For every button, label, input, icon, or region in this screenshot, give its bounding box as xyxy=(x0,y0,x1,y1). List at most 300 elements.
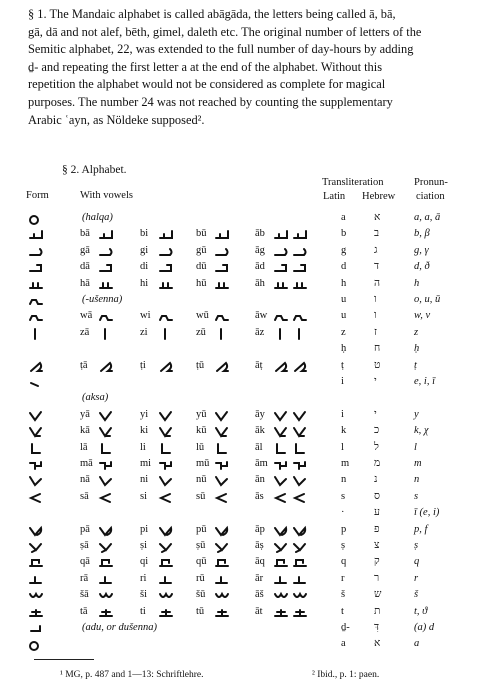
table-row xyxy=(0,507,488,524)
vowel-syllable: zi xyxy=(140,326,148,338)
pronunciation: z xyxy=(414,326,419,338)
vowel-syllable: mā xyxy=(80,458,93,469)
latin-letter: n xyxy=(341,474,347,486)
syllable-glyph-icon-wrap xyxy=(273,443,289,455)
pronunciation: q xyxy=(414,556,420,568)
syllable-glyph-icon xyxy=(273,328,289,340)
letter-form-icon-wrap xyxy=(28,574,44,586)
syllable-glyph-icon-wrap xyxy=(273,229,289,241)
syllable-glyph-icon xyxy=(98,590,114,602)
syllable-glyph-icon xyxy=(98,361,114,373)
syllable-glyph-icon-wrap xyxy=(158,311,174,323)
pronunciation: ṭ xyxy=(414,359,417,371)
vowel-group-label: (-ušenna) xyxy=(82,294,123,305)
vowel-syllable: li xyxy=(140,441,146,453)
pronunciation: e, i, ī xyxy=(414,376,435,387)
hebrew-letter: ב xyxy=(374,228,380,240)
letter-form-icon xyxy=(28,262,44,274)
footnote-1: ¹ MG, p. 487 and 1—13: Schriftlehre. xyxy=(60,670,204,680)
syllable-glyph-icon xyxy=(158,557,174,569)
vowel-syllable: qū xyxy=(196,556,207,568)
final-form-icon xyxy=(292,410,308,422)
hebrew-letter: ל xyxy=(374,441,379,453)
table-row xyxy=(0,425,488,442)
hebrew-letter: ס xyxy=(374,490,380,502)
letter-form-icon xyxy=(28,443,44,455)
hebrew-letter: ק xyxy=(374,556,380,568)
syllable-glyph-icon-wrap xyxy=(214,541,230,553)
latin-letter: ṭ xyxy=(341,359,344,371)
vowel-syllable: kū xyxy=(196,425,207,437)
syllable-glyph-icon-wrap xyxy=(158,246,174,258)
hebrew-letter: ו xyxy=(374,310,377,322)
pronunciation: h xyxy=(414,277,420,289)
syllable-glyph-icon xyxy=(214,574,230,586)
letter-form-icon xyxy=(28,459,44,471)
intro-line: purposes. The number 24 was not reached by counting the supplementary xyxy=(28,94,393,109)
final-form-icon xyxy=(292,311,308,323)
vowel-syllable: zū xyxy=(196,326,206,338)
syllable-glyph-icon-wrap xyxy=(98,459,114,471)
vowel-syllable: mū xyxy=(196,458,210,469)
vowel-syllable: ās xyxy=(255,490,264,502)
syllable-glyph-icon-wrap xyxy=(273,492,289,504)
syllable-glyph-icon xyxy=(98,541,114,553)
footnote-2: ² Ibid., p. 1: paen. xyxy=(312,670,380,680)
final-form-icon xyxy=(292,361,308,373)
final-form-icon xyxy=(292,459,308,471)
syllable-glyph-icon-wrap xyxy=(98,410,114,422)
syllable-glyph-icon xyxy=(158,262,174,274)
latin-letter: š xyxy=(341,589,346,601)
syllable-glyph-icon xyxy=(273,311,289,323)
vowel-syllable: ṭā xyxy=(80,359,88,371)
syllable-glyph-icon xyxy=(214,607,230,619)
syllable-glyph-icon-wrap xyxy=(273,426,289,438)
letter-form-icon-wrap xyxy=(28,443,44,455)
pronunciation: o, u, ū xyxy=(414,294,441,305)
syllable-glyph-icon xyxy=(158,459,174,471)
vowel-syllable: bā xyxy=(80,228,90,240)
syllable-glyph-icon xyxy=(214,262,230,274)
header-pronunciation: Pronun- xyxy=(414,177,448,188)
syllable-glyph-icon xyxy=(273,607,289,619)
syllable-glyph-icon-wrap xyxy=(214,492,230,504)
vowel-syllable: si xyxy=(140,490,148,502)
table-row xyxy=(0,638,488,655)
vowel-syllable: āk xyxy=(255,425,265,437)
vowel-syllable: ṭi xyxy=(140,359,146,371)
latin-letter: a xyxy=(341,638,346,650)
vowel-syllable: ṭū xyxy=(196,359,205,371)
vowel-syllable: pā xyxy=(80,523,90,535)
vowel-syllable: bū xyxy=(196,228,207,240)
latin-letter: · xyxy=(341,507,345,519)
final-form-icon-wrap xyxy=(292,229,308,241)
table-row xyxy=(0,409,488,426)
letter-form-icon-wrap xyxy=(28,328,44,340)
vowel-syllable: hā xyxy=(80,277,90,289)
final-form-icon-wrap xyxy=(292,541,308,553)
letter-form-icon xyxy=(28,639,44,651)
hebrew-letter: ר xyxy=(374,572,380,584)
vowel-syllable: pi xyxy=(140,523,149,535)
syllable-glyph-icon xyxy=(98,607,114,619)
hebrew-letter: ז xyxy=(374,326,377,338)
pronunciation: š xyxy=(414,589,419,601)
letter-form-icon xyxy=(28,525,44,537)
syllable-glyph-icon-wrap xyxy=(158,426,174,438)
syllable-glyph-icon xyxy=(98,426,114,438)
syllable-glyph-icon xyxy=(98,229,114,241)
hebrew-letter: ג xyxy=(374,244,378,256)
intro-line: gā, dā and not alef, bēth, gimel, daleth etc. The original number of letters of the xyxy=(28,24,422,39)
header-latin: Latin xyxy=(323,191,346,202)
latin-letter: h xyxy=(341,277,347,289)
letter-form-icon-wrap xyxy=(28,279,44,291)
vowel-syllable: ām xyxy=(255,458,268,469)
latin-letter: t xyxy=(341,605,344,617)
vowel-syllable: qā xyxy=(80,556,90,568)
hebrew-letter: ע xyxy=(374,507,380,519)
letter-form-icon xyxy=(28,541,44,553)
syllable-glyph-icon xyxy=(158,574,174,586)
final-form-icon-wrap xyxy=(292,607,308,619)
syllable-glyph-icon-wrap xyxy=(98,311,114,323)
hebrew-letter: נ xyxy=(374,474,378,486)
syllable-glyph-icon xyxy=(158,328,174,340)
letter-form-icon xyxy=(28,229,44,241)
letter-form-icon-wrap xyxy=(28,377,44,389)
syllable-glyph-icon xyxy=(273,492,289,504)
letter-form-icon-wrap xyxy=(28,492,44,504)
vowel-syllable: tā xyxy=(80,605,88,617)
vowel-syllable: ti xyxy=(140,605,146,617)
table-row xyxy=(0,524,488,541)
syllable-glyph-icon-wrap xyxy=(214,229,230,241)
syllable-glyph-icon-wrap xyxy=(273,557,289,569)
syllable-glyph-icon xyxy=(273,525,289,537)
syllable-glyph-icon-wrap xyxy=(98,443,114,455)
pronunciation: b, β xyxy=(414,228,430,240)
header-pronunciation-2: ciation xyxy=(416,191,445,202)
vowel-syllable: gā xyxy=(80,244,90,256)
letter-form-icon-wrap xyxy=(28,246,44,258)
syllable-glyph-icon-wrap xyxy=(214,410,230,422)
pronunciation: p, f xyxy=(414,523,428,535)
syllable-glyph-icon-wrap xyxy=(158,541,174,553)
footnote-rule xyxy=(34,659,94,660)
letter-form-icon-wrap xyxy=(28,295,44,307)
hebrew-letter: א xyxy=(374,212,381,223)
syllable-glyph-icon-wrap xyxy=(158,525,174,537)
vowel-syllable: sū xyxy=(196,490,206,502)
vowel-syllable: ād xyxy=(255,261,265,273)
letter-form-icon-wrap xyxy=(28,459,44,471)
final-form-icon-wrap xyxy=(292,328,308,340)
syllable-glyph-icon-wrap xyxy=(214,590,230,602)
vowel-syllable: tū xyxy=(196,605,205,617)
latin-letter: d xyxy=(341,261,347,273)
letter-form-icon-wrap xyxy=(28,607,44,619)
letter-form-icon-wrap xyxy=(28,426,44,438)
pronunciation: g, γ xyxy=(414,244,429,256)
table-row xyxy=(0,278,488,295)
vowel-syllable: āw xyxy=(255,310,268,322)
vowel-group-label: (adu, or dušenna) xyxy=(82,622,157,633)
latin-letter: s xyxy=(341,490,346,502)
intro-line: Arabic ʿayn, as Nöldeke supposed². xyxy=(28,112,205,127)
syllable-glyph-icon-wrap xyxy=(273,279,289,291)
vowel-syllable: āh xyxy=(255,277,265,289)
syllable-glyph-icon-wrap xyxy=(273,410,289,422)
header-hebrew: Hebrew xyxy=(362,191,396,202)
syllable-glyph-icon-wrap xyxy=(98,607,114,619)
table-row xyxy=(0,327,488,344)
latin-letter: i xyxy=(341,408,344,420)
latin-letter: b xyxy=(341,228,347,240)
syllable-glyph-icon xyxy=(98,410,114,422)
letter-form-icon xyxy=(28,607,44,619)
table-row xyxy=(0,294,488,311)
vowel-syllable: ri xyxy=(140,572,147,584)
vowel-syllable: rū xyxy=(196,572,205,584)
latin-letter: g xyxy=(341,244,347,256)
syllable-glyph-icon xyxy=(158,361,174,373)
letter-form-icon-wrap xyxy=(28,311,44,323)
letter-form-icon xyxy=(28,361,44,373)
syllable-glyph-icon-wrap xyxy=(158,361,174,373)
syllable-glyph-icon xyxy=(98,459,114,471)
table-row xyxy=(0,491,488,508)
syllable-glyph-icon-wrap xyxy=(214,311,230,323)
table-row xyxy=(0,228,488,245)
vowel-syllable: lā xyxy=(80,441,88,453)
vowel-syllable: šū xyxy=(196,589,206,601)
letter-form-icon xyxy=(28,590,44,602)
header-transliteration: Transliteration xyxy=(322,177,384,188)
syllable-glyph-icon xyxy=(98,246,114,258)
table-row xyxy=(0,540,488,557)
vowel-syllable: pū xyxy=(196,523,207,535)
syllable-glyph-icon xyxy=(273,459,289,471)
letter-form-icon xyxy=(28,623,44,635)
intro-line: ḏ- and repeating the first letter a at the end of the alphabet. Without this xyxy=(28,59,383,74)
section-title: § 2. Alphabet. xyxy=(62,164,127,176)
vowel-group-label: (halqa) xyxy=(82,212,113,223)
final-form-icon xyxy=(292,328,308,340)
final-form-icon xyxy=(292,541,308,553)
final-form-icon-wrap xyxy=(292,525,308,537)
final-form-icon-wrap xyxy=(292,262,308,274)
syllable-glyph-icon xyxy=(273,262,289,274)
hebrew-letter: מ xyxy=(374,458,381,469)
final-form-icon-wrap xyxy=(292,361,308,373)
syllable-glyph-icon xyxy=(273,557,289,569)
vowel-syllable: yi xyxy=(140,408,149,420)
vowel-syllable: āy xyxy=(255,408,265,420)
final-form-icon xyxy=(292,443,308,455)
hebrew-letter: דִּ xyxy=(374,622,380,633)
syllable-glyph-icon-wrap xyxy=(98,525,114,537)
vowel-syllable: yū xyxy=(196,408,207,420)
syllable-glyph-icon-wrap xyxy=(98,246,114,258)
letter-form-icon xyxy=(28,492,44,504)
table-row xyxy=(0,261,488,278)
syllable-glyph-icon-wrap xyxy=(158,328,174,340)
pronunciation: m xyxy=(414,458,422,469)
syllable-glyph-icon xyxy=(98,525,114,537)
final-form-icon xyxy=(292,607,308,619)
syllable-glyph-icon-wrap xyxy=(214,328,230,340)
latin-letter: z xyxy=(341,326,346,338)
vowel-syllable: yā xyxy=(80,408,90,420)
syllable-glyph-icon-wrap xyxy=(214,246,230,258)
syllable-glyph-icon-wrap xyxy=(273,361,289,373)
letter-form-icon-wrap xyxy=(28,639,44,651)
syllable-glyph-icon-wrap xyxy=(98,492,114,504)
letter-form-icon-wrap xyxy=(28,410,44,422)
hebrew-letter: ש xyxy=(374,589,382,601)
syllable-glyph-icon xyxy=(98,262,114,274)
syllable-glyph-icon-wrap xyxy=(214,426,230,438)
final-form-icon xyxy=(292,557,308,569)
syllable-glyph-icon-wrap xyxy=(158,475,174,487)
syllable-glyph-icon-wrap xyxy=(273,262,289,274)
letter-form-icon-wrap xyxy=(28,475,44,487)
pronunciation: w, v xyxy=(414,310,431,322)
vowel-syllable: āp xyxy=(255,523,265,535)
syllable-glyph-icon xyxy=(98,574,114,586)
latin-letter: p xyxy=(341,523,347,535)
syllable-glyph-icon-wrap xyxy=(98,279,114,291)
vowel-syllable: gi xyxy=(140,244,149,256)
pronunciation: ḥ xyxy=(414,343,420,355)
syllable-glyph-icon-wrap xyxy=(158,607,174,619)
table-row xyxy=(0,442,488,459)
hebrew-letter: ט xyxy=(374,359,381,371)
syllable-glyph-icon-wrap xyxy=(158,557,174,569)
intro-line: Semitic alphabet, 22, was extended to the full number of day-hours by adding xyxy=(28,42,414,57)
letter-form-icon xyxy=(28,410,44,422)
letter-form-icon-wrap xyxy=(28,541,44,553)
syllable-glyph-icon-wrap xyxy=(158,262,174,274)
syllable-glyph-icon xyxy=(158,607,174,619)
vowel-syllable: wū xyxy=(196,310,209,322)
vowel-syllable: āṣ xyxy=(255,540,264,551)
syllable-glyph-icon-wrap xyxy=(273,246,289,258)
final-form-icon-wrap xyxy=(292,426,308,438)
syllable-glyph-icon-wrap xyxy=(98,229,114,241)
table-row xyxy=(0,622,488,639)
hebrew-letter: כ xyxy=(374,425,380,437)
syllable-glyph-icon-wrap xyxy=(158,443,174,455)
syllable-glyph-icon-wrap xyxy=(214,361,230,373)
syllable-glyph-icon xyxy=(158,279,174,291)
vowel-syllable: ki xyxy=(140,425,149,437)
final-form-icon-wrap xyxy=(292,492,308,504)
table-row xyxy=(0,245,488,262)
vowel-syllable: qi xyxy=(140,556,149,568)
vowel-syllable: bi xyxy=(140,228,149,240)
pronunciation: ṣ xyxy=(414,540,419,551)
final-form-icon-wrap xyxy=(292,590,308,602)
vowel-syllable: āz xyxy=(255,326,265,338)
vowel-syllable: ni xyxy=(140,474,149,486)
hebrew-letter: ת xyxy=(374,605,381,617)
syllable-glyph-icon-wrap xyxy=(214,475,230,487)
syllable-glyph-icon-wrap xyxy=(273,590,289,602)
table-row xyxy=(0,474,488,491)
syllable-glyph-icon-wrap xyxy=(158,279,174,291)
table-row xyxy=(0,606,488,623)
syllable-glyph-icon xyxy=(158,229,174,241)
latin-letter: r xyxy=(341,572,345,584)
syllable-glyph-icon xyxy=(158,410,174,422)
vowel-syllable: hū xyxy=(196,277,207,289)
syllable-glyph-icon xyxy=(214,311,230,323)
syllable-glyph-icon xyxy=(98,443,114,455)
final-form-icon-wrap xyxy=(292,475,308,487)
syllable-glyph-icon-wrap xyxy=(158,574,174,586)
letter-form-icon xyxy=(28,246,44,258)
hebrew-letter: ד xyxy=(374,261,380,273)
letter-form-icon-wrap xyxy=(28,262,44,274)
latin-letter: q xyxy=(341,556,347,568)
latin-letter: k xyxy=(341,425,347,437)
table-row xyxy=(0,360,488,377)
syllable-glyph-icon xyxy=(158,426,174,438)
syllable-glyph-icon xyxy=(273,246,289,258)
hebrew-letter: א xyxy=(374,638,381,650)
pronunciation: ī (e, i) xyxy=(414,507,440,519)
syllable-glyph-icon xyxy=(158,443,174,455)
vowel-syllable: dū xyxy=(196,261,207,273)
pronunciation: (a) d xyxy=(414,622,435,633)
vowel-syllable: šā xyxy=(80,589,89,601)
syllable-glyph-icon xyxy=(214,410,230,422)
syllable-glyph-icon-wrap xyxy=(98,541,114,553)
syllable-glyph-icon-wrap xyxy=(98,426,114,438)
vowel-syllable: mi xyxy=(140,458,152,469)
syllable-glyph-icon xyxy=(273,541,289,553)
syllable-glyph-icon xyxy=(98,492,114,504)
syllable-glyph-icon xyxy=(158,525,174,537)
hebrew-letter: ח xyxy=(374,343,381,355)
syllable-glyph-icon xyxy=(98,279,114,291)
table-row xyxy=(0,376,488,393)
syllable-glyph-icon-wrap xyxy=(214,574,230,586)
latin-letter: ḥ xyxy=(341,343,347,355)
syllable-glyph-icon-wrap xyxy=(98,590,114,602)
syllable-glyph-icon xyxy=(214,361,230,373)
vowel-syllable: āq xyxy=(255,556,265,568)
vowel-syllable: dā xyxy=(80,261,90,273)
final-form-icon xyxy=(292,590,308,602)
vowel-syllable: āl xyxy=(255,441,263,453)
syllable-glyph-icon-wrap xyxy=(98,361,114,373)
table-row xyxy=(0,573,488,590)
vowel-syllable: gū xyxy=(196,244,207,256)
syllable-glyph-icon-wrap xyxy=(158,492,174,504)
syllable-glyph-icon xyxy=(98,328,114,340)
final-form-icon xyxy=(292,246,308,258)
syllable-glyph-icon-wrap xyxy=(214,607,230,619)
hebrew-letter: ו xyxy=(374,294,377,305)
final-form-icon xyxy=(292,525,308,537)
syllable-glyph-icon-wrap xyxy=(273,607,289,619)
syllable-glyph-icon xyxy=(273,361,289,373)
